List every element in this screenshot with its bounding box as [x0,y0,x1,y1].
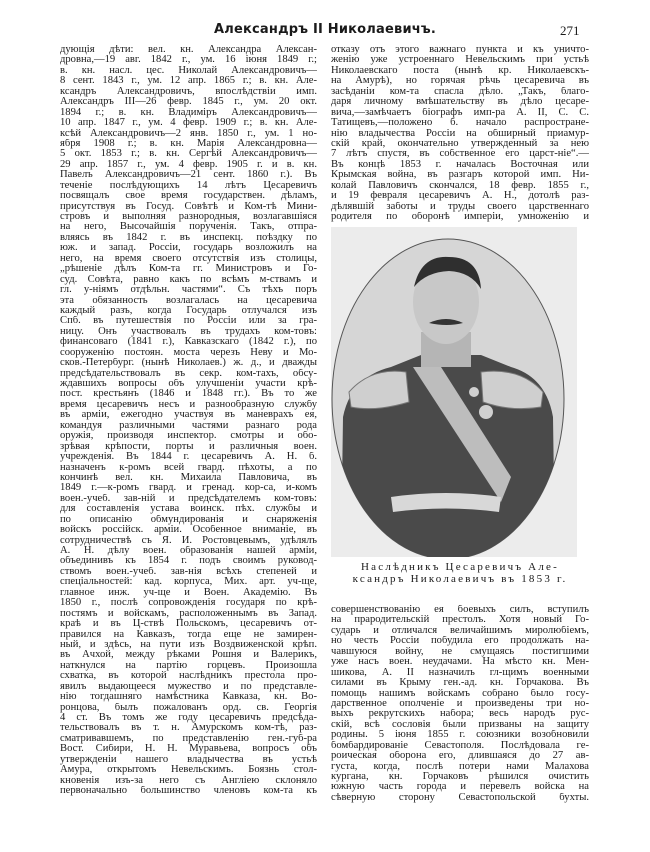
text-line: сотрудничествѣ съ Я. И. Ростовцевымъ, удѣлялъ [60,535,317,546]
text-line: ксѣй Александровичъ—2 янв. 1850 г., ум. 1 но- [60,128,317,139]
text-line: ствомъ воен.-учеб. зав-нія всѣхъ степеней и [60,566,317,577]
text-line: уже насъ воен. неудачами. На мѣсто кн. Мен- [331,657,589,668]
text-line: помощь нашимъ войскамъ собрано было госу- [331,688,589,699]
text-line: 1894 г.; в. кн. Владиміръ Александровичъ— [60,107,317,118]
text-line: краѣ и въ Ц-ствѣ Польскомъ, цесаревичъ от- [60,619,317,630]
text-line: присутствуя въ Госуд. Совѣтѣ и Ком-тѣ Мини- [60,201,317,212]
text-line: пост. крестьянъ (1846 и 1848 гг.). Въ то же [60,389,317,400]
text-line: скій край, окончательно утвержденный за нею [331,138,589,149]
text-line: 1849 г.—к-ромъ гвард. и гренад. кор-са, и-комъ [60,483,317,494]
text-line: утвержденіи нашего владычества въ устьѣ [60,754,317,765]
text-line: суд. Совѣта, равно какъ по всѣмъ м-ствамъ и [60,274,317,285]
text-line: сударь и отличался величайшимъ миролюбіемъ, [331,625,589,636]
text-line: нію тогдашняго намѣстника Кавказа, кн. Во- [60,692,317,703]
text-line: на Амурѣ), но горячая рѣчь цесаревича въ [331,76,589,87]
text-line: командуя различными частями разнаго рода [60,420,317,431]
right-column-text-top [331,45,589,222]
text-line: Спб. въ путешествія по Россіи или за гра- [60,316,317,327]
text-line: ронцова, былъ пожалованъ орд. св. Георгія [60,702,317,713]
text-line: совершенствованію ея боевыхъ силъ, вступилъ [331,605,589,615]
right-column-text-bottom [331,605,589,803]
text-line: колай Павловичъ скончался, 18 февр. 1855 г., [331,180,589,191]
text-line: стровъ и выполняя разнородныя, возлагавшіяся [60,212,317,222]
text-line: ксандръ Александровичъ, впослѣдствіи имп. [60,86,317,97]
text-line: ницу. Онъ участвовалъ въ трудахъ ком-товъ: [60,326,317,337]
text-line: предсѣдательствовалъ въ секр. ком-тахъ, обсу- [60,368,317,379]
text-line: родителя по оборонѣ имперіи, умноженію и [331,212,589,222]
text-line: женію уже устроеннаго Невельскимъ при устьѣ [331,55,589,66]
text-line: даря личному вмѣшательству въ дѣло цесаре- [331,97,589,108]
text-line: посвящалъ свое время государствен. дѣламъ, [60,191,317,202]
text-line: по описанію обмундированія и снаряженія [60,514,317,525]
text-line: отказу отъ этого важнаго пункта и къ уничто- [331,45,589,55]
text-line: засѣданіи ком-та спасла дѣло. „Такъ, благо- [331,86,589,97]
text-line: Александръ III—26 февр. 1845 г., ум. 20 окт. [60,97,317,108]
text-line: эта обязанность возлагалась на цесаревича [60,295,317,306]
text-line: дующія дѣти: вел. кн. Александра Алексан- [60,45,317,55]
caption-line: ксандръ Николаевичъ въ 1853 г. [352,573,568,585]
text-line: ября 1908 г.; в. кн. Марія Александровна— [60,138,317,149]
text-line: 8 сент. 1843 г., ум. 12 апр. 1865 г.; в. кн. Але- [60,76,317,87]
text-line: 7 лѣтъ спустя, въ собственное его царст-ніе“.— [331,149,589,160]
text-line: учрежденія. Въ 1844 г. цесаревичъ А. Н. б. [60,452,317,463]
text-line: Крымская война, въ разгаръ которой имп. Ни- [331,170,589,181]
text-line: дѣлявшій заботы и труды своего царственнаго [331,201,589,212]
text-line: него, на время своего отсутствія изъ столицы, [60,253,317,264]
text-line: Въ концѣ 1853 г. началась Восточная или [331,159,589,170]
text-line: „рѣшеніе дѣлъ Ком-та гг. Министровъ и Го- [60,264,317,275]
text-line: правился на Кавказъ, тогда еще не замирен- [60,629,317,640]
text-line: вляясь въ 1842 г. въ инспекц. поѣздку по [60,232,317,243]
text-line: Татищевъ,—положено б. начало распростране- [331,118,589,129]
text-line: силами въ Крыму ген.-ад. кн. Горчакова. Въ [331,678,589,689]
text-line: для составленія устава воинск. пѣх. службы и [60,504,317,515]
text-line: воен.-учеб. зав-ній и предсѣдателемъ ком-товъ: [60,493,317,504]
text-line: теченіе послѣдующихъ 14 лѣтъ Цесаревичъ [60,180,317,191]
text-line: зрѣвая крѣпости, порты и различныя воен. [60,441,317,452]
text-line: сѣверную сторону Севастопольской бухты. [331,792,589,803]
text-line: 4 ст. Въ томъ же году цесаревичъ предсѣда- [60,713,317,723]
text-line: ный, и здѣсь, на пути изъ Воздвиженской крѣп. [60,639,317,650]
text-line: явилъ выдающееся мужество и по представле- [60,681,317,692]
text-line: кновенія изъ-за него съ Англіею склоняло [60,775,317,786]
text-line: густа, когда, послѣ потери нами Малахова [331,761,589,772]
text-line: бомбардированіе Севастополя. Послѣдовала ге- [331,740,589,751]
text-line: 29 апр. 1857 г., ум. 4 февр. 1905 г. и в. кн. [60,159,317,170]
text-line: Вост. Сибири, Н. Н. Муравьева, вопросъ объ [60,744,317,755]
text-line: сооруженію постоян. моста черезъ Неву и Мо- [60,347,317,358]
text-line: главное инж. уч-ще и Воен. Академію. Въ [60,587,317,598]
text-line: юж. и запад. Россіи, государь возложилъ на [60,243,317,254]
text-line: Павелъ Александровичъ—21 сент. 1860 г.). Въ [60,170,317,181]
text-line: скій, всѣ сословія были призваны на защиту [331,719,589,730]
text-line: Амура, открытомъ Невельскимъ. Боязнь стол- [60,765,317,776]
text-line: объединивъ къ 1854 г. подъ своимъ руковод- [60,556,317,567]
text-line: назначенъ к-ромъ всей гвард. пѣхоты, а по [60,462,317,473]
text-line: но честь Россіи побудила его продолжать на- [331,636,589,647]
text-line: кончинѣ вел. кн. Михаила Павловича, въ [60,472,317,483]
portrait-engraving [331,227,577,557]
text-line: войскъ россійск. арміи. Особенное вниманіе, въ [60,525,317,536]
text-line: время цесаревичъ несъ и разнообразную службу [60,399,317,410]
text-line: А. Н. дѣлу воен. образованія нашей арміи, [60,546,317,556]
portrait-image [331,227,577,557]
text-line: въ Ачхой, между рѣками Рошня и Валерикъ, [60,650,317,661]
text-line: первоначально большинство членовъ ком-та къ [60,786,317,797]
text-line: оружія, производя инспектор. смотры и обо- [60,431,317,442]
text-line: южную часть города и перевелъ войска на [331,782,589,793]
text-line: Николаевскаго поста (нынѣ кр. Николаевскъ- [331,65,589,76]
text-line: наткнулся на партію горцевъ. Произошла [60,660,317,671]
text-line: 5 окт. 1853 г.; в. кн. Сергѣй Александровичъ— [60,149,317,160]
text-line: дровна,—19 авг. 1842 г., ум. 16 іюня 1849 г.; [60,55,317,66]
figure-caption [331,561,589,585]
text-line: сматривавшемъ, по представленію ген.-губ-ра [60,733,317,744]
text-line: шикова, А. II назначилъ гл-щимъ военными [331,667,589,678]
text-line: гл. у-ніямъ отдѣльн. частями“. Съ тѣхъ поръ [60,285,317,296]
text-line: спеціальностей: кад. корпуса, Мих. арт. уч-ще, [60,577,317,588]
text-line: и 19 февраля цесаревичъ А. Н., дотолѣ раз- [331,191,589,202]
text-line: схватка, въ которой наслѣдникъ престола про- [60,671,317,682]
text-line: финансоваго (1841 г.), Кавказскаго (1842 г.), по [60,337,317,348]
text-line: родины. 5 іюня 1855 г. союзники возобновили [331,730,589,741]
text-line: ждавшихъ вопросы объ улучшеніи участи крѣ- [60,379,317,389]
text-line: сков.-Петербург. (нынѣ Николаев.) ж. д., и дважды [60,358,317,369]
text-line: вича,—замѣчаетъ біографъ имп-ра А. II, С. С. [331,107,589,118]
text-line: на него, Высочайшія порученія. Такъ, отпра- [60,222,317,233]
text-line: кургана, кн. Горчаковъ рѣшился очистить [331,772,589,782]
caption-line: Наслѣдникъ Цесаревичъ Але- [361,561,559,573]
left-column-text [60,45,317,797]
text-line: каждый разъ, когда Государь отлучался изъ [60,305,317,316]
text-line: постямъ и войскамъ, расположеннымъ въ Запад. [60,608,317,619]
text-line: 10 апр. 1847 г., ум. 4 февр. 1909 г.; в. кн. Але- [60,118,317,129]
text-line: тельствовалъ въ т. н. Амурскомъ ком-тѣ, раз- [60,723,317,734]
text-line: въ арміи, ежегодно участвуя въ маневрахъ ея, [60,410,317,421]
text-line: 1850 г., послѣ сопровожденія государя по крѣ- [60,598,317,609]
text-line: в. кн. насл. цес. Николай Александровичъ— [60,65,317,76]
text-line: роическая оборона его, длившаяся до 27 ав- [331,751,589,762]
text-line: выхъ рекрутскихъ набора; весь народъ рус- [331,709,589,720]
text-line: чавшуюся войну, не смущаясь постигшими [331,646,589,657]
page-number: 271 [560,23,580,38]
text-line: нію владычества Россіи на обширный приамур- [331,128,589,139]
running-head-title: Александръ II Николаевичъ. [213,22,436,37]
text-line: на прародительскій престолъ. Хотя новый Го- [331,615,589,626]
text-line: дарственное ополченіе и произведены три но- [331,698,589,709]
